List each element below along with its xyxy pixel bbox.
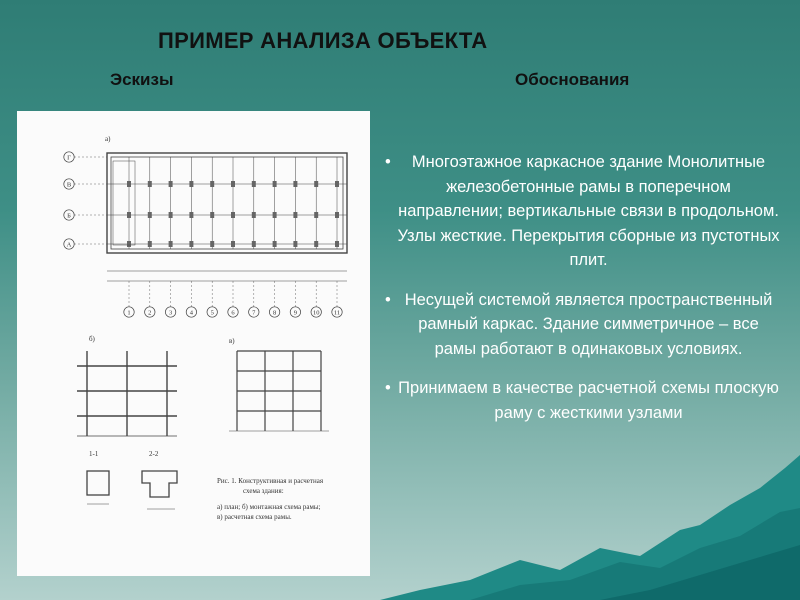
section-2-shape bbox=[142, 471, 177, 497]
list-item: • Несущей системой является пространственный рамный каркас. Здание симметричное – все рамы работают в одинаковых условиях. bbox=[385, 288, 780, 362]
axis-label: 10 bbox=[312, 309, 320, 317]
plan-column-axes bbox=[124, 281, 342, 317]
axis-label: 2 bbox=[148, 309, 152, 317]
axis-label: 8 bbox=[272, 309, 277, 317]
axis-label: 11 bbox=[333, 309, 341, 317]
label-a: а) bbox=[105, 135, 111, 143]
axis-label: Г bbox=[67, 154, 71, 162]
justification-list bbox=[385, 150, 780, 440]
axis-label: 5 bbox=[210, 309, 214, 317]
list-item: • Принимаем в качестве расчетной схемы плоскую раму с жесткими узлами bbox=[385, 376, 780, 425]
axis-label: А bbox=[66, 241, 72, 249]
plan-columns bbox=[127, 157, 339, 249]
section-1-label: 1-1 bbox=[89, 450, 99, 458]
list-item: • Многоэтажное каркасное здание Монолитные железобетонные рамы в поперечном направлении; вертикальные связи в продольном. Узлы жесткие. Перекрытия сборные из пустотных плит. bbox=[385, 150, 780, 273]
plan-stair bbox=[113, 161, 135, 245]
svg-text:схема здания:: схема здания: bbox=[243, 487, 284, 495]
plan-row-axes bbox=[64, 152, 107, 249]
slide-title: ПРИМЕР АНАЛИЗА ОБЪЕКТА bbox=[158, 28, 488, 53]
column-header-justifications: Обоснования bbox=[515, 70, 630, 89]
bullet-icon: • bbox=[385, 290, 391, 309]
axis-label: 9 bbox=[293, 309, 298, 317]
label-v: в) bbox=[229, 337, 235, 345]
column-header-sketches: Эскизы bbox=[110, 70, 174, 89]
section-1-shape bbox=[87, 471, 109, 495]
bullet-icon: • bbox=[385, 379, 391, 397]
axis-label: 7 bbox=[252, 309, 256, 317]
axis-label: В bbox=[66, 181, 72, 189]
structural-drawing bbox=[17, 111, 370, 576]
bullet-icon: • bbox=[385, 153, 391, 171]
section-2-label: 2-2 bbox=[149, 450, 159, 458]
svg-text:в) расчетная схема рамы.: в) расчетная схема рамы. bbox=[217, 513, 292, 521]
axis-label: Б bbox=[67, 212, 71, 220]
axis-label: 4 bbox=[189, 309, 194, 317]
label-b: б) bbox=[89, 335, 95, 343]
frame-b-drawing bbox=[77, 351, 177, 436]
svg-text:а) план; б) монтажная схема ра: а) план; б) монтажная схема рамы; bbox=[217, 503, 321, 511]
axis-label: 1 bbox=[127, 309, 131, 317]
axis-label: 3 bbox=[168, 309, 173, 317]
figure-caption bbox=[217, 477, 324, 521]
plan-grid bbox=[107, 184, 347, 244]
svg-text:Рис. 1. Конструктивная и расче: Рис. 1. Конструктивная и расчетная bbox=[217, 477, 324, 485]
frame-v-drawing bbox=[229, 351, 329, 431]
axis-label: 6 bbox=[231, 309, 235, 317]
